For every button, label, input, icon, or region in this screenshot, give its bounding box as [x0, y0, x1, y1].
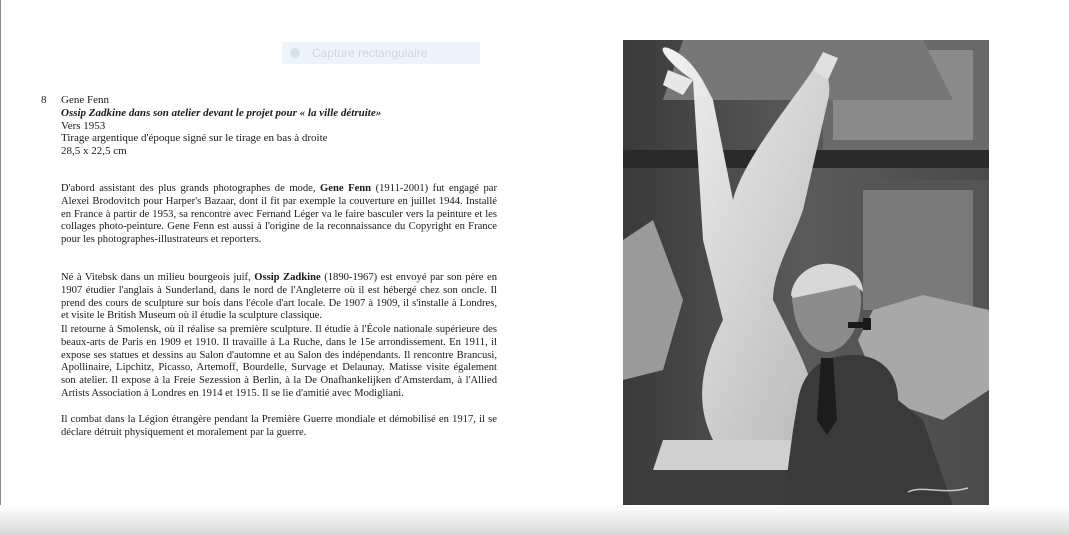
zadkine-biography-part-1	[61, 272, 497, 323]
fenn-name: Gene Fenn	[320, 183, 372, 194]
page-left-edge	[0, 0, 1, 535]
zadkine-biography-part-2: Il retourne à Smolensk, où il réalise sa première sculpture. Il étudie à l'École nationale supérieure des beaux-arts de Paris en 1909 et 1910. Il travaille à La Ruche, dans le 15e arrondissement. En 1911, il expose ses statues et dessins au Salon d'automne et au Salon des indépendants. Il rencontre Brancusi, Apollinaire, Lipchitz, Picasso, Artemoff, Bourdelle, Survage et Delaunay. Matisse visite également son atelier. Il expose à la Freie Sezession à Berlin, à la De Onafhankelijken d'Amsterdam, à l'Allied Artists Association à Londres en 1914 et 1915. Il se lie d'amitié avec Modigliani.	[61, 324, 497, 399]
fenn-text: (1911-2001) fut engagé par Alexei Brodovitch pour Harper's Bazaar, dont il fit par exemple la couverture en juillet 1944. Installé en France à partir de 1953, sa rencontre avec Fernand Léger va le faire basculer vers la peinture et les collages photo-peinture. Gene Fenn est aussi à l'origine de la reconnaissance du Copyright en France pour les photographes-illustrateurs et reporters.	[61, 183, 497, 246]
zadkine-studio-photograph	[623, 40, 989, 506]
zadkine-name: Ossip Zadkine	[254, 272, 321, 283]
fenn-biography	[61, 183, 497, 247]
capture-label: Capture rectangulaire	[312, 46, 428, 60]
artist-name: Gene Fenn	[61, 94, 109, 106]
camera-icon	[290, 48, 300, 58]
viewer-bottom-bar	[0, 505, 1069, 535]
artwork-technique: Tirage argentique d'époque signé sur le tirage en bas à droite	[61, 132, 328, 145]
zadkine-intro: Né à Vitebsk dans un milieu bourgeois juif,	[61, 272, 251, 283]
lot-number: 8	[41, 94, 47, 106]
zadkine-biography-part-3: Il combat dans la Légion étrangère pendant la Première Guerre mondiale et démobilisé en 1917, il se déclare détruit physiquement et moralement par la guerre.	[61, 414, 497, 438]
rectangular-capture-toolbar[interactable]	[282, 42, 480, 64]
photograph-image	[623, 40, 989, 506]
artwork-title: Ossip Zadkine dans son atelier devant le projet pour « la ville détruite»	[61, 106, 382, 119]
artwork-dimensions: 28,5 x 22,5 cm	[61, 145, 127, 158]
fenn-intro: D'abord assistant des plus grands photographes de mode,	[61, 183, 316, 194]
zadkine-text-1: (1890-1967) est envoyé par son père en 1907 étudier l'anglais à Sunderland, dans le nord de l'Angleterre où il est hébergé chez son oncle. Il prend des cours de sculpture sur bois dans l'école d'art locale. De 1907 à 1909, il s'installe à Londres, et visite le British Museum où il étudie la sculpture classique.	[61, 272, 497, 322]
lot-description	[61, 94, 501, 158]
artwork-date: Vers 1953	[61, 119, 106, 132]
